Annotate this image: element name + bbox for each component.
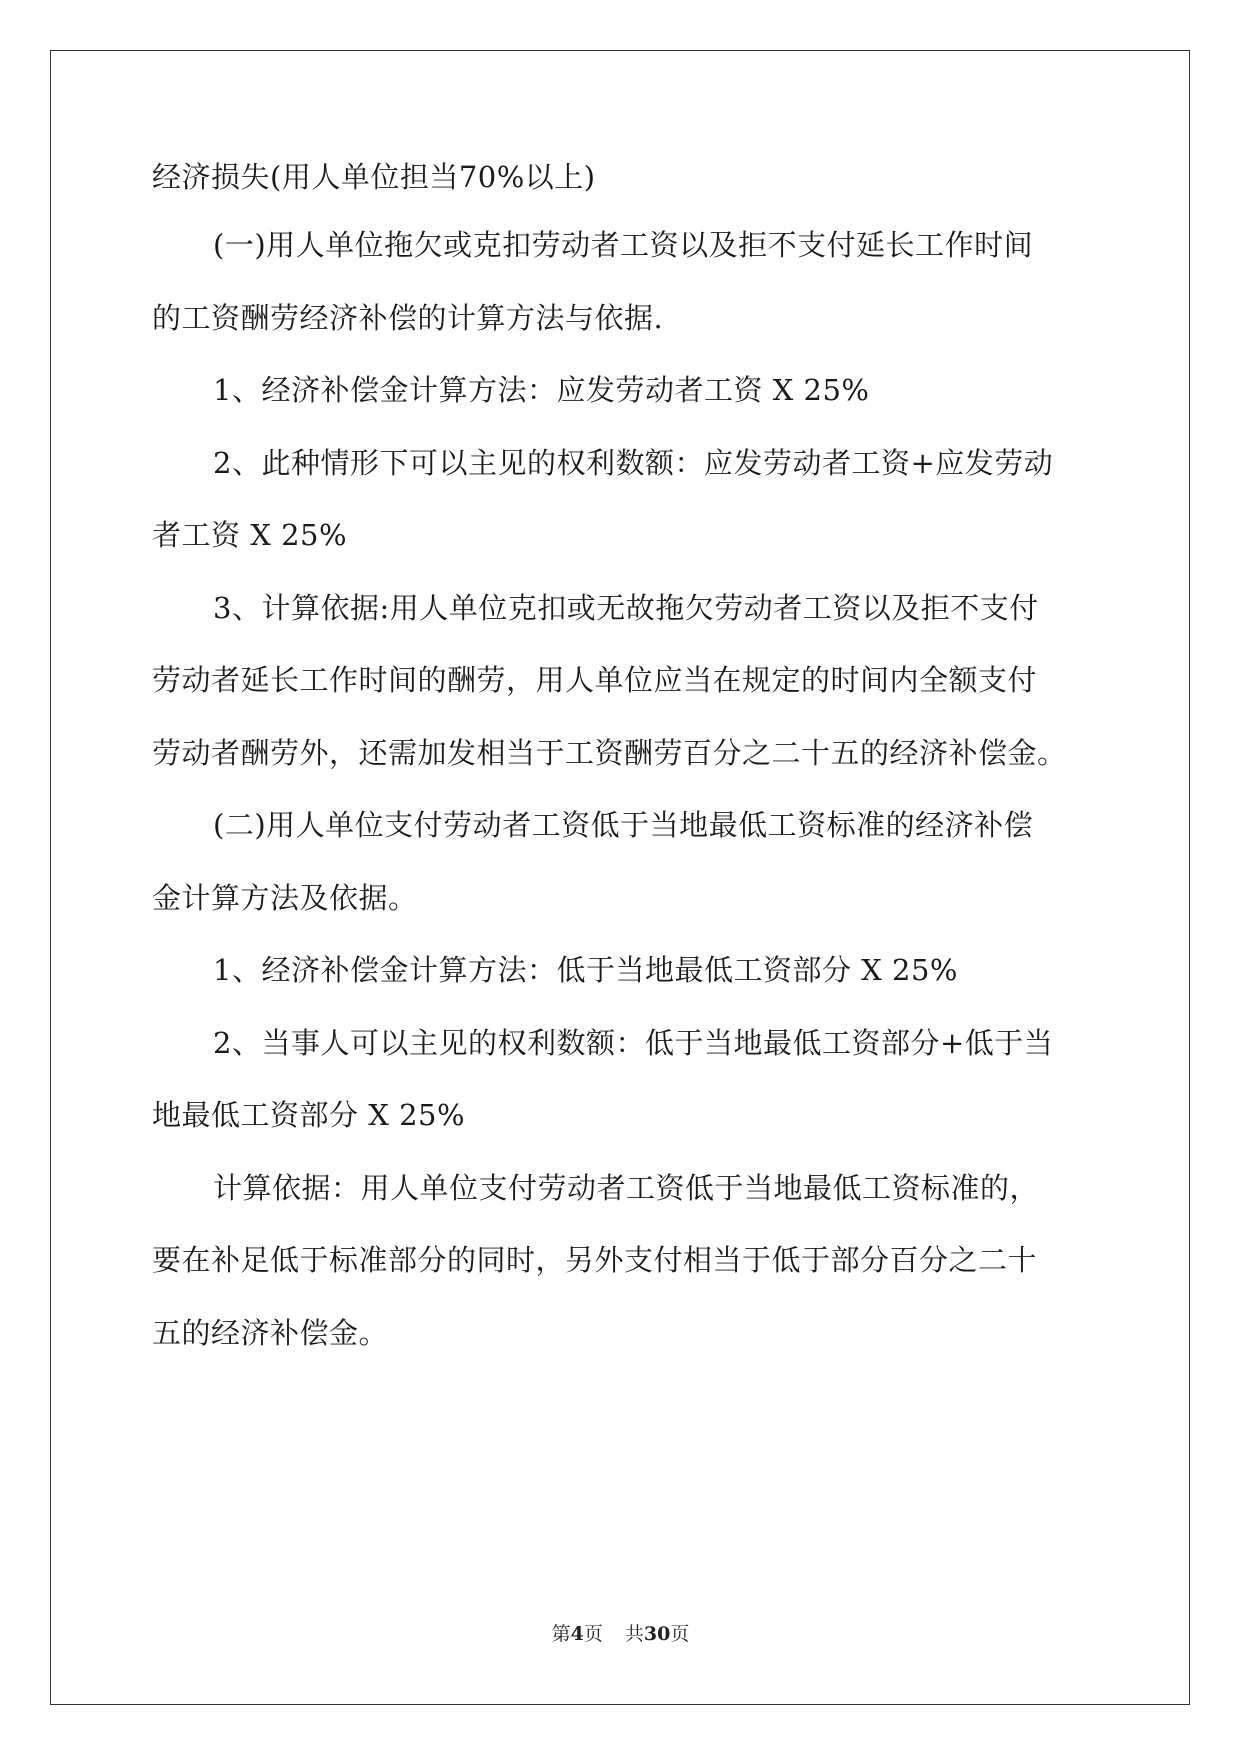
- text-line: 五的经济补偿金。: [152, 1316, 389, 1350]
- text-line: 2、此种情形下可以主见的权利数额：应发劳动者工资+应发劳动: [213, 446, 1054, 480]
- text-line: 地最低工资部分 X 25%: [152, 1098, 466, 1132]
- text-line: 2、当事人可以主见的权利数额：低于当地最低工资部分+低于当: [213, 1026, 1054, 1060]
- text-line: 金计算方法及依据。: [152, 881, 418, 915]
- text-line: 要在补足低于标准部分的同时，另外支付相当于低于部分百分之二十: [152, 1243, 1038, 1277]
- footer-page-suffix: 页: [583, 1623, 603, 1645]
- current-page-number: 4: [570, 1623, 584, 1645]
- text-line: 1、经济补偿金计算方法：应发劳动者工资 X 25%: [213, 373, 870, 407]
- page-number-footer: [0, 1622, 1241, 1646]
- footer-total-prefix: 共: [624, 1623, 644, 1645]
- text-line: 计算依据：用人单位支付劳动者工资低于当地最低工资标准的，: [213, 1171, 1040, 1205]
- text-line: 1、经济补偿金计算方法：低于当地最低工资部分 X 25%: [213, 953, 958, 987]
- text-line: 的工资酬劳经济补偿的计算方法与依据.: [152, 301, 664, 335]
- text-line: 者工资 X 25%: [152, 518, 348, 552]
- text-line: 3、计算依据:用人单位克扣或无故拖欠劳动者工资以及拒不支付: [213, 591, 1039, 625]
- footer-total-suffix: 页: [670, 1623, 690, 1645]
- footer-prefix: 第: [551, 1623, 571, 1645]
- text-line: 经济损失(用人单位担当70%以上): [152, 160, 596, 194]
- total-page-count: 30: [643, 1623, 671, 1645]
- text-line: (二)用人单位支付劳动者工资低于当地最低工资标准的经济补偿: [213, 808, 1034, 842]
- text-line: 劳动者延长工作时间的酬劳，用人单位应当在规定的时间内全额支付: [152, 663, 1038, 697]
- text-line: (一)用人单位拖欠或克扣劳动者工资以及拒不支付延长工作时间: [213, 228, 1034, 262]
- text-line: 劳动者酬劳外，还需加发相当于工资酬劳百分之二十五的经济补偿金。: [152, 736, 1067, 770]
